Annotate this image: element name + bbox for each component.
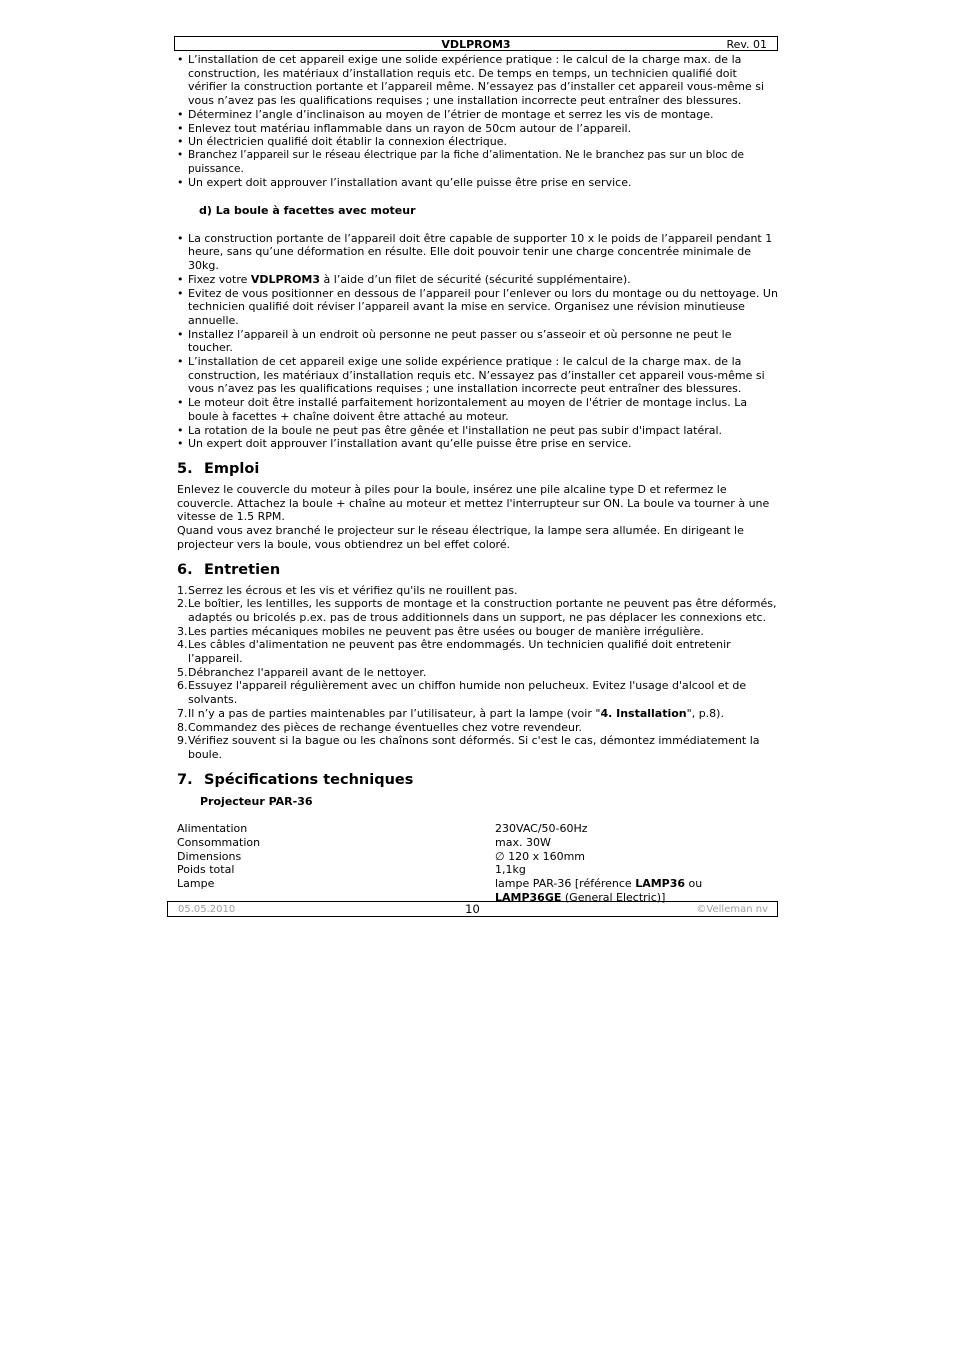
- list-item: • La rotation de la boule ne peut pas être gênée et l'installation ne peut pas subir d'impact latéral.: [177, 424, 779, 438]
- item-number: 3.: [177, 624, 188, 638]
- text-run: (General Electric)]: [561, 890, 666, 904]
- item-number: 8.: [177, 720, 188, 734]
- cross-reference: 4. Installation: [600, 706, 687, 720]
- list-item: [177, 638, 779, 665]
- item-text: Débranchez l'appareil avant de le nettoyer.: [188, 665, 427, 679]
- list-item: [177, 666, 779, 680]
- item-text: ", p.8).: [686, 706, 724, 720]
- footer-date: 05.05.2010: [178, 904, 236, 915]
- list-item: [177, 625, 779, 639]
- footer-copyright: ©Velleman nv: [696, 904, 768, 915]
- item-text: Vérifiez souvent si la bague ou les chaînons sont déformés. Si c'est le cas, démontez immédiatement la boule.: [188, 734, 760, 761]
- section-number: 7.: [177, 771, 193, 788]
- list-item: [177, 679, 779, 706]
- list-item: • Evitez de vous positionner en dessous de l’appareil pour l’enlever ou lors du montage ou du nettoyage. Un technicien qualifié doit réviser l’appareil avant la mise en service. Organisez une révision minutieuse annuelle.: [177, 287, 779, 328]
- table-row: [177, 822, 779, 836]
- section-heading-emploi: [177, 460, 779, 478]
- list-item: • Le moteur doit être installé parfaitement horizontalement au moyen de l'étrier de montage inclus. La boule à facettes + chaîne doivent être attaché au moteur.: [177, 396, 779, 423]
- spec-value: max. 30W: [495, 836, 551, 850]
- top-bullet-list: [177, 53, 779, 190]
- item-text: Commandez des pièces de rechange éventuelles chez votre revendeur.: [188, 720, 583, 734]
- maintenance-list: [177, 584, 779, 762]
- revision-label: Rev. 01: [726, 38, 767, 51]
- item-text: Le boîtier, les lentilles, les supports de montage et la construction portante ne peuvent pas être déformés, adaptés ou bricolés p.ex. pas de trous additionnels dans un support, ne pas déplacer les connexions etc.: [188, 597, 777, 624]
- spec-label: Dimensions: [177, 849, 242, 863]
- item-text: Essuyez l'appareil régulièrement avec un chiffon humide non pelucheux. Evitez l'usage d'alcool et de solvants.: [188, 679, 747, 707]
- section-heading-specifications: [177, 771, 779, 789]
- list-item: • Un électricien qualifié doit établir la connexion électrique.: [177, 135, 779, 149]
- spec-value: 1,1kg: [495, 863, 526, 877]
- paragraph: Enlevez le couvercle du moteur à piles pour la boule, insérez une pile alcaline type D et refermez le couvercle. Attachez la boule + chaîne au moteur et mettez l'interrupteur sur ON. La boule va tourner à une vitesse de 1.5 RPM.: [177, 482, 770, 524]
- item-text: Les parties mécaniques mobiles ne peuvent pas être usées ou bouger de manière irrégulière.: [188, 624, 704, 638]
- list-item: [177, 721, 779, 735]
- item-number: 4.: [177, 638, 188, 652]
- item-number: 5.: [177, 665, 188, 679]
- lamp-reference: LAMP36GE: [495, 890, 562, 904]
- item-number: 6.: [177, 679, 188, 693]
- spec-value: ∅ 120 x 160mm: [495, 849, 586, 863]
- lamp-reference: LAMP36: [635, 877, 686, 891]
- list-item: • La construction portante de l’appareil doit être capable de supporter 10 x le poids de l’appareil pendant 1 heure, sans qu’une déformation en résulte. Elle doit pouvoir tenir une charge concentrée minimale de 30kg.: [177, 232, 779, 273]
- list-item: • Un expert doit approuver l’installation avant qu’elle puisse être prise en service.: [177, 437, 779, 451]
- item-number: 2.: [177, 597, 188, 611]
- section-heading-entretien: [177, 561, 779, 579]
- document-title: VDLPROM3: [441, 38, 511, 51]
- item-number: 7.: [177, 706, 188, 720]
- spec-label: Consommation: [177, 836, 261, 850]
- section-title: Emploi: [204, 460, 260, 477]
- text-run: Fixez votre: [188, 272, 251, 286]
- list-item: • L’installation de cet appareil exige une solide expérience pratique : le calcul de la charge max. de la construction, les matériaux d’installation requis etc. De temps en temps, un technicien qualifié doit vérifier la construction portante et l’appareil même. N’essayez pas d’installer cet appareil vous-même si vous n’avez pas les qualifications requises ; une installation incorrecte peut entraîner des blessures.: [177, 53, 779, 108]
- item-text: Serrez les écrous et les vis et vérifiez qu'ils ne rouillent pas.: [188, 583, 518, 597]
- page-header: [174, 36, 778, 51]
- section-number: 6.: [177, 561, 193, 578]
- list-item: • Installez l’appareil à un endroit où personne ne peut passer ou s’asseoir et où personne ne peut le toucher.: [177, 328, 779, 355]
- list-item: • Branchez l’appareil sur le réseau électrique par la fiche d’alimentation. Ne le branchez pas sur un bloc de puissance.: [177, 149, 779, 176]
- product-name: VDLPROM3: [250, 272, 321, 286]
- page-number: 10: [465, 902, 480, 916]
- table-row: [177, 863, 779, 877]
- list-item: • Déterminez l’angle d’inclinaison au moyen de l’étrier de montage et serrez les vis de montage.: [177, 108, 779, 122]
- page-footer: [167, 901, 778, 917]
- subsection-bullet-list: [177, 232, 779, 451]
- section-title: Spécifications techniques: [204, 771, 414, 788]
- item-number: 9.: [177, 734, 188, 748]
- spec-label: Lampe: [177, 877, 215, 891]
- table-row: [177, 850, 779, 864]
- section-title: Entretien: [204, 561, 281, 578]
- text-run: à l’aide d’un filet de sécurité (sécurité supplémentaire).: [320, 272, 631, 286]
- spec-value: 230VAC/50-60Hz: [495, 822, 588, 836]
- spec-label: Alimentation: [177, 822, 248, 836]
- spec-label: Poids total: [177, 863, 235, 877]
- section-number: 5.: [177, 460, 193, 477]
- list-item: [177, 584, 779, 598]
- list-item: • L’installation de cet appareil exige une solide expérience pratique : le calcul de la charge max. de la construction, les matériaux d’installation requis etc. N’essayez pas d’installer cet appareil vous-même si vous n’avez pas les qualifications requises ; une installation incorrecte peut entraîner des blessures.: [177, 355, 779, 396]
- list-item: [177, 707, 779, 721]
- text-run: lampe PAR-36 [référence: [495, 877, 636, 891]
- text-run: ou: [685, 877, 703, 891]
- item-text: Les câbles d'alimentation ne peuvent pas être endommagés. Un technicien qualifié doit entretenir l’appareil.: [188, 638, 731, 666]
- specifications-table: [177, 822, 779, 904]
- item-text: Il n’y a pas de parties maintenables par l’utilisateur, à part la lampe (voir ": [188, 706, 601, 720]
- paragraph: Quand vous avez branché le projecteur sur le réseau électrique, la lampe sera allumée. En dirigeant le projecteur vers la boule, vous obtiendrez un bel effet coloré.: [177, 524, 744, 551]
- item-number: 1.: [177, 583, 188, 597]
- list-item: • Enlevez tout matériau inflammable dans un rayon de 50cm autour de l’appareil.: [177, 122, 779, 136]
- list-item: [177, 734, 779, 761]
- subsection-title: d) La boule à facettes avec moteur: [199, 204, 416, 218]
- table-row: [177, 836, 779, 850]
- list-item: [177, 597, 779, 624]
- projector-title: Projecteur PAR-36: [200, 794, 313, 808]
- list-item: • Un expert doit approuver l’installation avant qu’elle puisse être prise en service.: [177, 176, 779, 190]
- page-content: [177, 53, 779, 905]
- list-item: [177, 273, 779, 287]
